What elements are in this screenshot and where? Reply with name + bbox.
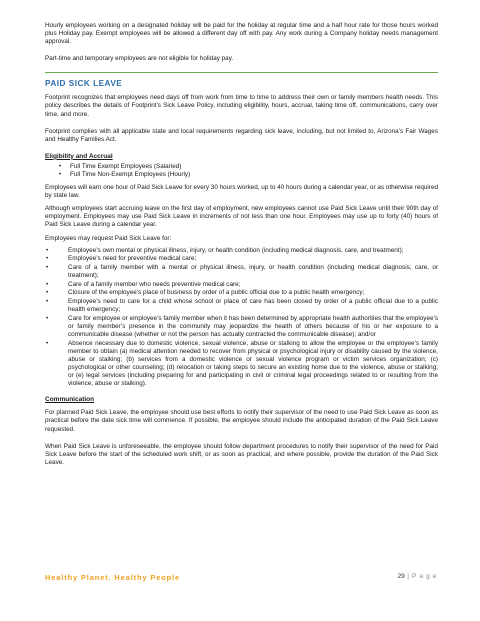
list-item: • Full Time Non-Exempt Employees (Hourly) <box>59 170 191 178</box>
page-content <box>45 22 438 467</box>
leave-reasons-list <box>45 247 438 389</box>
list-item: • Employee’s need to care for a child whose school or place of care has been closed by order of a public official due to a public health emergency; <box>46 298 438 314</box>
list-item: • Closure of the employee’s place of business by order of a public official due to a public health emergency; <box>46 289 365 297</box>
unforeseeable-leave-paragraph: When Paid Sick Leave is unforeseeable, the employee should follow department procedures to notify their supervisor of the need for Paid Sick Leave before the start of the scheduled work shift, or as soon as practical, and where possible, provide the duration of the Paid Sick Leave. <box>45 442 438 466</box>
holiday-eligibility-paragraph: Part-time and temporary employees are not eligible for holiday pay. <box>45 55 234 63</box>
bullet-icon: • <box>46 246 49 254</box>
usage-paragraph: Although employees start accruing leave on the first day of employment, new employees cannot use Paid Sick Leave until their 90th day of employment. Employees may use Paid Sick Leave in increments of not less than one hour. Employees may use up to forty (40) hours of Paid Sick Leave during a calendar year. <box>45 205 438 229</box>
bullet-icon: • <box>46 280 49 288</box>
list-item: • Full Time Exempt Employees (Salaried) <box>59 162 182 170</box>
page-separator: | <box>404 573 413 580</box>
list-item: • Care of a family member with a mental or physical illness, injury, or health condition (including medical diagnosis, care, or treatment); <box>46 263 438 280</box>
footer-tagline: Healthy Planet. Healthy People <box>45 573 181 582</box>
list-item: • Employee’s need for preventive medical care; <box>46 255 197 263</box>
accrual-paragraph: Employees will earn one hour of Paid Sick Leave for every 30 hours worked, up to 40 hours during a calendar year, or as otherwise required by state law. <box>45 184 438 200</box>
bullet-icon: • <box>46 314 49 322</box>
bullet-icon: • <box>46 263 49 271</box>
planned-leave-paragraph: For planned Paid Sick Leave, the employee should use best efforts to notify their supervisor of the need to use Paid Sick Leave as soon as practical before the date sick time will commence. If possible, the employee should include the anticipated duration of the Paid Sick Leave requested. <box>45 409 438 433</box>
bullet-icon: • <box>46 339 49 347</box>
holiday-pay-paragraph: Hourly employees working on a designated holiday will be paid for the holiday at regular time and a half hour rate for those hours worked plus Holiday pay. Exempt employees will be allowed a different day off with pay. Any work during a Company holiday needs management approval. <box>45 22 438 46</box>
bullet-icon: • <box>59 170 62 178</box>
communication-heading: Communication <box>45 396 95 404</box>
page-word: P a g e <box>412 573 437 580</box>
request-intro-paragraph: Employees may request Paid Sick Leave for: <box>45 234 172 242</box>
page-number-value: 29 <box>397 573 405 580</box>
list-item: • Absence necessary due to domestic violence, sexual violence, abuse or stalking to allow the employee or the employee’s family member to obtain (a) medical attention needed to recover from physical or psychological injury or disability caused by the violence, abuse or stalking; (b) services from a domestic violence or sexual violence program or victim services organization; (c) psychological or other counseling; (d) relocation or taking steps to secure an existing home due to the violence, abuse or stalking; or (e) legal services (including preparing for and participating in civil or criminal legal proceedings related to or resulting from the violence, abuse or stalking). <box>46 339 438 388</box>
section-divider <box>45 72 438 73</box>
bullet-icon: • <box>46 255 49 263</box>
section-title: PAID SICK LEAVE <box>45 79 123 89</box>
list-item: • Care for employee or employee’s family member when it has been determined by appropriate health authorities that the employee’s or family member’s presence in the community may jeopardize the health of others because of his or her exposure to a communicable disease (whether or not the person has actually contracted the communicable disease); and/or <box>46 314 438 339</box>
bullet-icon: • <box>59 162 62 170</box>
list-item: • Care of a family member who needs preventive medical care; <box>46 280 241 288</box>
sick-leave-intro-paragraph: Footprint recognizes that employees need days off from work from time to time to address their own or family members health needs. This policy describes the details of Footprint’s Sick Leave Policy, including eligibility, hours, accrual, taking time off, communications, carry over time, and more. <box>45 94 438 118</box>
list-item: • Employee’s own mental or physical illness, injury, or health condition (including medical diagnosis, care, and treatment); <box>46 246 404 254</box>
bullet-icon: • <box>46 298 49 306</box>
eligibility-heading: Eligibility and Accrual <box>45 152 113 160</box>
page-number <box>397 573 437 580</box>
compliance-paragraph: Footprint complies with all applicable state and local requirements regarding sick leave, including, but not limited to, Arizona’s Fair Wages and Healthy Families Act. <box>45 127 438 143</box>
bullet-icon: • <box>46 289 49 297</box>
eligible-employees-list <box>45 163 438 179</box>
